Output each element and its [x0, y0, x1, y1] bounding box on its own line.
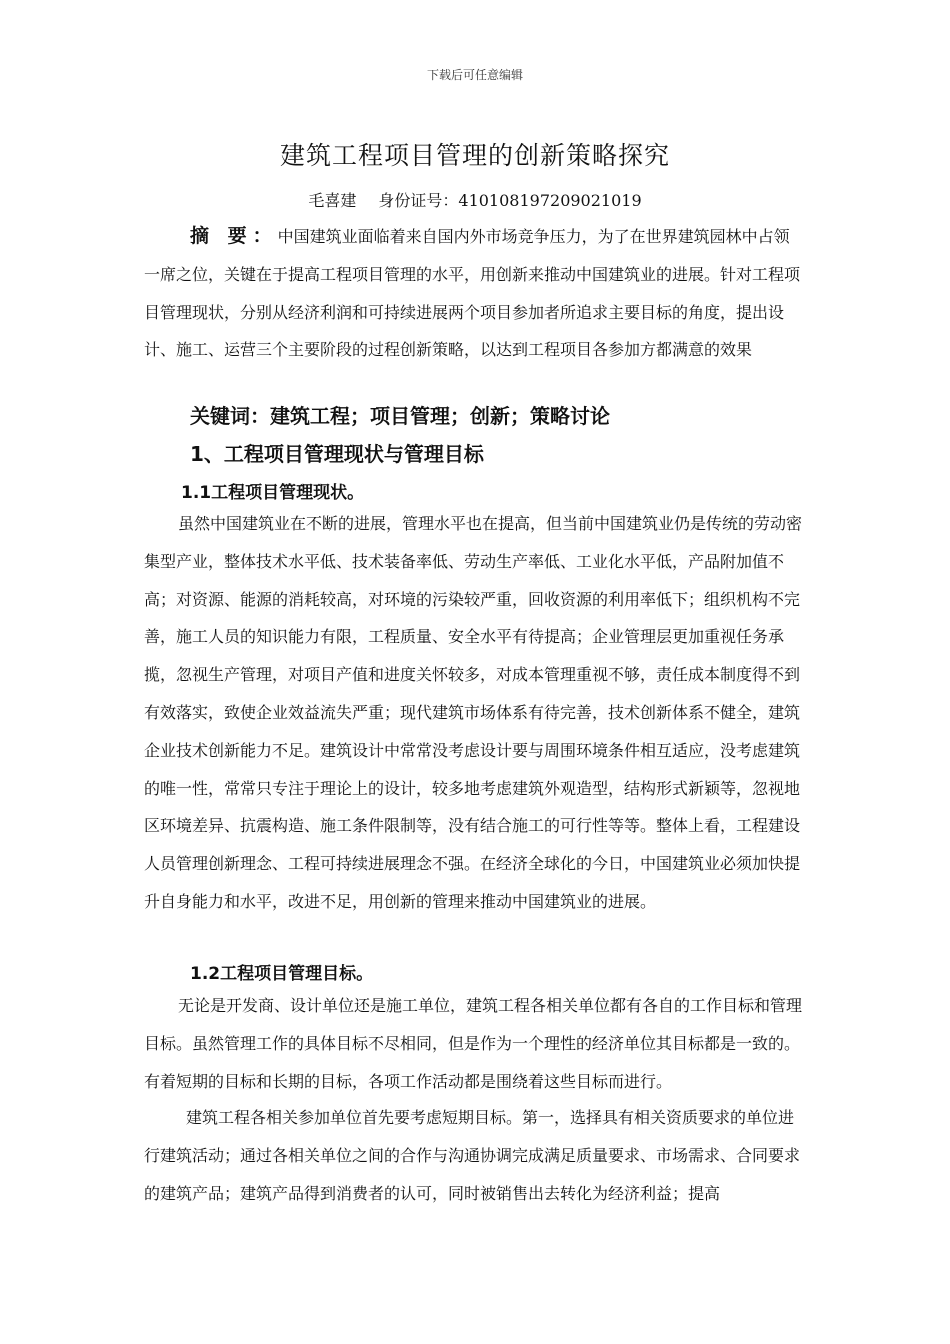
- paragraph-1-2-a: 无论是开发商、设计单位还是施工单位，建筑工程各相关单位都有各自的工作目标和管理目标。虽然管理工作的具体目标不尽相同，但是作为一个理性的经济单位其目标都是一致的。有着短期的目标和长期的目标，各项工作活动都是围绕着这些目标而进行。: [144, 996, 803, 1091]
- subsection-heading-1-1: 1.1工程项目管理现状。: [181, 483, 365, 503]
- header-note: 下载后可任意编辑: [426, 68, 523, 82]
- author-line: [0, 188, 950, 211]
- abstract-label: 摘 要：: [190, 225, 278, 247]
- document-title: 建筑工程项目管理的创新策略探究: [279, 141, 670, 170]
- section-heading-1: 1、工程项目管理现状与管理目标: [190, 442, 484, 466]
- paragraph-1-1: 虽然中国建筑业在不断的进展，管理水平也在提高，但当前中国建筑业仍是传统的劳动密集型产业，整体技术水平低、技术装备率低、劳动生产率低、工业化水平低，产品附加值不高；对资源、能源的消耗较高，对环境的污染较严重，回收资源的利用率低下；组织机构不完善，施工人员的知识能力有限，工程质量、安全水平有待提高；企业管理层更加重视任务承揽，忽视生产管理，对项目产值和进度关怀较多，对成本管理重视不够，责任成本制度得不到有效落实，致使企业效益流失严重；现代建筑市场体系有待完善，技术创新体系不健全，建筑企业技术创新能力不足。建筑设计中常常没考虑设计要与周围环境条件相互适应，没考虑建筑的唯一性，常常只专注于理论上的设计，较多地考虑建筑外观造型，结构形式新颖等，忽视地区环境差异、抗震构造、施工条件限制等，没有结合施工的可行性等等。整体上看，工程建设人员管理创新理念、工程可持续进展理念不强。在经济全球化的今日，中国建筑业必须加快提升自身能力和水平，改进不足，用创新的管理来推动中国建筑业的进展。: [144, 514, 803, 911]
- author-name: 毛喜建: [308, 191, 357, 210]
- id-number: 410108197209021019: [458, 191, 642, 210]
- paragraph-1-2-b: 建筑工程各相关参加单位首先要考虑短期目标。第一，选择具有相关资质要求的单位进行建筑活动；通过各相关单位之间的合作与沟通协调完成满足质量要求、市场需求、合同要求的建筑产品；建筑产品得到消费者的认可，同时被销售出去转化为经济利益；提高: [144, 1108, 801, 1203]
- keywords-line: 关键词：建筑工程；项目管理；创新；策略讨论: [190, 404, 610, 428]
- abstract-text: 中国建筑业面临着来自国内外市场竞争压力，为了在世界建筑园林中占领一席之位，关键在于提高工程项目管理的水平，用创新来推动中国建筑业的进展。针对工程项目管理现状，分别从经济利润和可持续进展两个项目参加者所追求主要目标的角度，提出设计、施工、运营三个主要阶段的过程创新策略，以达到工程项目各参加方都满意的效果: [144, 227, 801, 360]
- id-label: 身份证号：: [378, 191, 459, 210]
- abstract-paragraph: [144, 218, 804, 369]
- subsection-heading-1-2: 1.2工程项目管理目标。: [190, 964, 374, 984]
